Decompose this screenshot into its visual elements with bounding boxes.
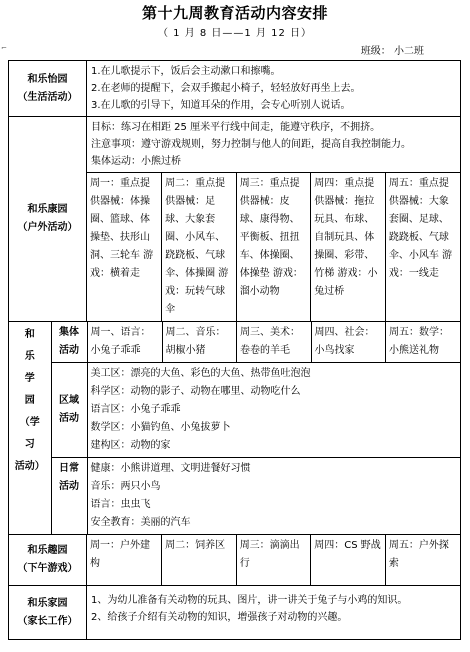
- area-activity-label: [51, 363, 87, 458]
- outdoor-day: 周五：重点提供器械：大象套圈、足球、跷跷板、气球伞、小风车 游戏：一线走: [385, 173, 460, 322]
- life-content: [87, 61, 461, 117]
- daily-item: 健康：小熊讲道理、文明进餐好习惯: [90, 463, 251, 474]
- outdoor-goal: 目标：练习在相距 25 厘米平行线中间走，能遵守秩序，不拥挤。: [91, 122, 381, 133]
- group-activity-label: [51, 322, 87, 363]
- study-name-char: 乐: [24, 351, 35, 362]
- home-subname: （家长工作）: [17, 615, 78, 627]
- fun-day: 周二：饲养区: [162, 535, 237, 585]
- fun-day: 周三：滴滴出行: [236, 535, 311, 585]
- group-day: 周五：数学：小熊送礼物: [389, 327, 449, 356]
- group-label-line: 活动: [59, 345, 79, 356]
- life-item: 2.在老师的提醒下，会双手搬起小椅子，轻轻放好再坐上去。: [91, 83, 361, 94]
- study-section: [9, 322, 461, 535]
- home-name: 和乐家园: [27, 597, 68, 609]
- life-item: 3.在儿歌的引导下，知道耳朵的作用，会专心听别人说话。: [91, 100, 351, 111]
- study-name-char: 习: [24, 439, 35, 450]
- life-item: 1.在儿歌提示下，饭后会主动漱口和擦嘴。: [91, 66, 281, 77]
- area-item: 数学区：小猫钓鱼、小兔拔萝卜: [90, 422, 231, 433]
- outdoor-section-header: [9, 117, 87, 322]
- home-item: 1、为幼儿准备有关动物的玩具、图片，讲一讲关于兔子与小鸡的知识。: [91, 595, 408, 606]
- life-name: 和乐怡园: [27, 73, 68, 85]
- fun-subname: （下午游戏）: [17, 563, 78, 574]
- group-day: 周一、语言：小兔子乖乖: [88, 322, 163, 362]
- daily-item: 安全教育：美丽的汽车: [90, 517, 191, 528]
- home-content: [87, 586, 461, 640]
- home-item: 2、给孩子介绍有关动物的知识，增强孩子对动物的兴趣。: [91, 612, 348, 623]
- area-label-line: 活动: [59, 413, 79, 424]
- daily-activity-content: [87, 458, 460, 535]
- group-activity-days: [87, 322, 460, 363]
- outdoor-day: 周二：重点提供器械：足球、大象套圈、小风车、跷跷板、气球伞、体操圈 游戏：玩转气球伞: [162, 173, 237, 322]
- group-label-line: 集体: [59, 327, 79, 338]
- outdoor-name: 和乐康园: [27, 204, 68, 215]
- life-section-header: [9, 61, 87, 117]
- area-activity-content: [87, 363, 460, 458]
- daily-item: 语言：虫虫飞: [90, 499, 151, 510]
- fun-day: 周四：CS 野战: [311, 535, 386, 585]
- outdoor-day: 周一：重点提供器械：体操圈、篮球、体操垫、扶形山洞、三轮车 游戏：横着走: [87, 173, 162, 322]
- study-name-char: 和: [24, 329, 35, 340]
- outdoor-day: 周四：重点提供器械：拖拉玩具、布球、自制玩具、体操圈、彩带、竹梯 游戏：小兔过桥: [311, 173, 386, 322]
- area-item: 建构区：动物的家: [90, 440, 171, 451]
- class-label: 班级： 小二班: [360, 46, 424, 57]
- daily-label-line: 活动: [59, 481, 79, 492]
- corner-marker: ⌐: [1, 44, 7, 52]
- study-name-char: （学: [19, 417, 40, 428]
- daily-label-line: 日常: [59, 463, 79, 474]
- daily-item: 音乐：两只小鸟: [90, 481, 161, 492]
- fun-content: [87, 535, 461, 586]
- outdoor-note: 注意事项：遵守游戏规则，努力控制与他人的间距，提高自我控制能力。: [91, 139, 411, 150]
- study-name-char: 活动）: [14, 461, 45, 472]
- area-item: 美工区：漂亮的大鱼、彩色的大鱼、热带鱼吐泡泡: [90, 368, 311, 379]
- area-item: 语言区：小兔子乖乖: [90, 404, 181, 415]
- area-label-line: 区域: [59, 395, 79, 406]
- group-day: 周三、美术：卷卷的羊毛: [237, 322, 312, 362]
- study-section-header: [9, 322, 51, 534]
- life-subname: （生活活动）: [17, 91, 78, 103]
- fun-day: 周五：户外探索: [388, 540, 449, 569]
- fun-section-header: [9, 535, 87, 586]
- daily-activity-label: [51, 458, 87, 535]
- schedule-table: [8, 60, 460, 640]
- date-range: （ 1 月 8 日——1 月 12 日）: [157, 28, 313, 39]
- fun-name: 和乐趣园: [27, 545, 68, 556]
- page-title: 第十九周教育活动内容安排: [141, 4, 328, 22]
- outdoor-day: 周三：重点提供器械：皮球、康得物、平衡板、扭扭车、体操圈、体操垫 游戏：溜小动物: [236, 173, 311, 322]
- fun-day: 周一：户外建构: [87, 535, 162, 585]
- group-day: 周四、社会：小鸟找家: [311, 322, 386, 362]
- group-day: 周二、音乐：胡椒小猪: [162, 322, 237, 362]
- outdoor-content: [87, 117, 461, 322]
- area-item: 科学区：动物的影子、动物在哪里、动物吃什么: [90, 386, 301, 397]
- outdoor-group: 集体运动：小熊过桥: [91, 156, 181, 167]
- study-name-char: 园: [24, 395, 35, 406]
- study-name-char: 学: [24, 373, 35, 384]
- outdoor-subname: （户外活动）: [17, 222, 78, 233]
- home-section-header: [9, 586, 87, 640]
